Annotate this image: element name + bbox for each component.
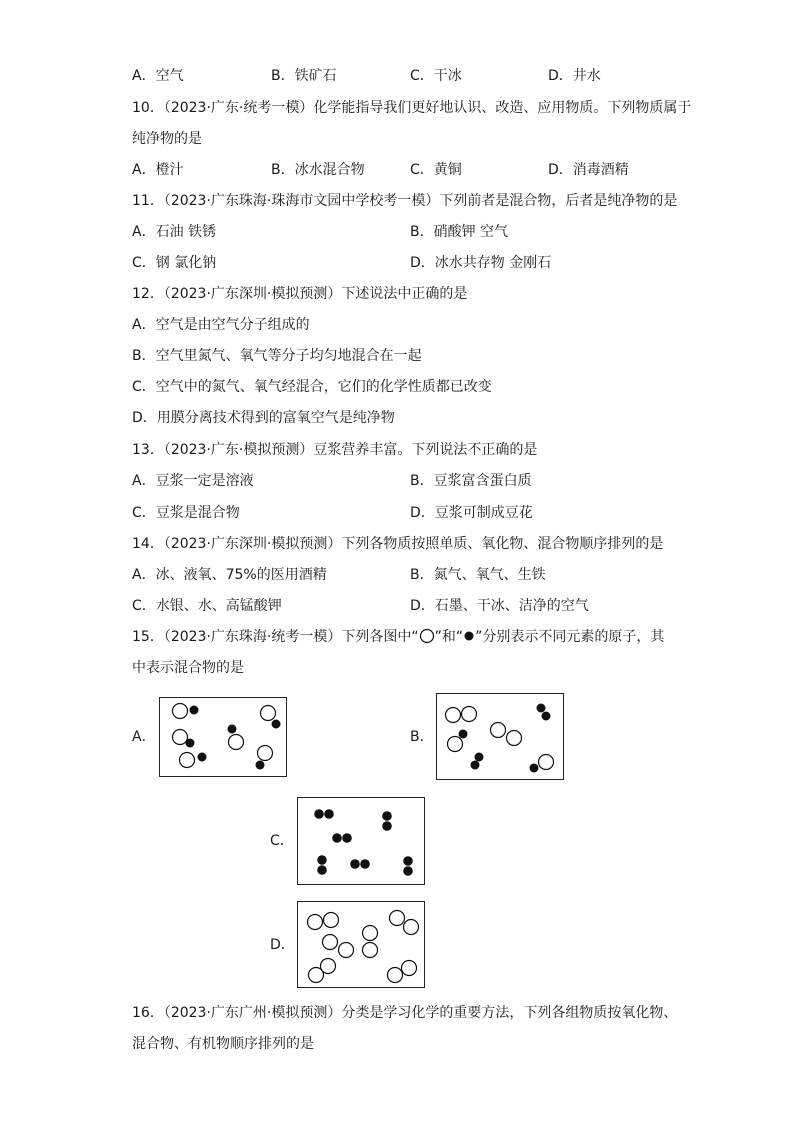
q9-option-b: B．铁矿石 bbox=[271, 68, 337, 84]
q11-stem: 11．（2023·广东珠海·珠海市文园中学校考一模）下列前者是混合物，后者是纯净物的是 bbox=[132, 193, 678, 209]
q13-option-a: A．豆浆一定是溶液 bbox=[132, 473, 254, 489]
q10-option-b: B．冰水混合物 bbox=[271, 162, 365, 178]
q15-diagram-a bbox=[159, 697, 287, 777]
q12-option-d: D．用膜分离技术得到的富氧空气是纯净物 bbox=[132, 410, 395, 426]
q16-stem-line2: 混合物、有机物顺序排列的是 bbox=[132, 1036, 314, 1052]
q11-option-b: B．硝酸钾 空气 bbox=[410, 224, 509, 240]
q10-stem-line1: 10．（2023·广东·统考一模）化学能指导我们更好地认识、改造、应用物质。下列物质属于 bbox=[132, 100, 692, 116]
q15-option-c-label: C． bbox=[270, 833, 294, 849]
q15-stem-part2: ”和“ bbox=[434, 629, 464, 645]
q14-option-c: C．水银、水、高锰酸钾 bbox=[132, 598, 282, 614]
q12-stem: 12．（2023·广东深圳·模拟预测）下述说法中正确的是 bbox=[132, 286, 468, 302]
filled-circle-icon bbox=[463, 630, 475, 642]
q10-stem-line2: 纯净物的是 bbox=[132, 131, 202, 147]
q11-option-a: A．石油 铁锈 bbox=[132, 224, 217, 240]
q16-stem-line1: 16．（2023·广东广州·模拟预测）分类是学习化学的重要方法，下列各组物质按氧化物、 bbox=[132, 1005, 678, 1021]
open-circle-icon bbox=[419, 628, 435, 644]
q15-option-d-label: D． bbox=[270, 937, 295, 953]
q15-stem-line1 bbox=[132, 627, 664, 647]
q14-option-b: B．氮气、氧气、生铁 bbox=[410, 567, 546, 583]
q10-option-a: A．橙汁 bbox=[132, 162, 184, 178]
q12-option-b: B．空气里氮气、氧气等分子均匀地混合在一起 bbox=[132, 348, 422, 364]
q13-option-b: B．豆浆富含蛋白质 bbox=[410, 473, 532, 489]
q9-option-a: A．空气 bbox=[132, 68, 184, 84]
q15-stem-part3: ”分别表示不同元素的原子，其 bbox=[475, 629, 665, 645]
q14-stem: 14．（2023·广东深圳·模拟预测）下列各物质按照单质、氧化物、混合物顺序排列的是 bbox=[132, 536, 664, 552]
q15-stem-line2: 中表示混合物的是 bbox=[132, 660, 244, 676]
q15-diagram-b bbox=[436, 693, 564, 780]
q14-option-a: A．冰、液氧、75%的医用酒精 bbox=[132, 567, 327, 583]
q15-option-a-label: A． bbox=[132, 729, 156, 745]
q13-option-c: C．豆浆是混合物 bbox=[132, 505, 240, 521]
q15-diagram-c bbox=[297, 797, 425, 885]
q12-option-c: C．空气中的氮气、氧气经混合，它们的化学性质都已改变 bbox=[132, 379, 492, 395]
q13-option-d: D．豆浆可制成豆花 bbox=[410, 505, 533, 521]
q9-option-c: C．干冰 bbox=[410, 68, 462, 84]
q15-option-b-label: B． bbox=[410, 729, 434, 745]
q15-stem-part1: 15．（2023·广东珠海·统考一模）下列各图中“ bbox=[132, 629, 419, 645]
q9-option-d: D．井水 bbox=[548, 68, 601, 84]
q10-option-c: C．黄铜 bbox=[410, 162, 462, 178]
q12-option-a: A．空气是由空气分子组成的 bbox=[132, 317, 310, 333]
q13-stem: 13．（2023·广东·模拟预测）豆浆营养丰富。下列说法不正确的是 bbox=[132, 442, 538, 458]
q11-option-d: D．冰水共存物 金刚石 bbox=[410, 255, 552, 271]
q10-option-d: D．消毒酒精 bbox=[548, 162, 629, 178]
q14-option-d: D．石墨、干冰、洁净的空气 bbox=[410, 598, 589, 614]
q11-option-c: C．钢 氯化钠 bbox=[132, 255, 217, 271]
q15-diagram-d bbox=[297, 901, 425, 988]
